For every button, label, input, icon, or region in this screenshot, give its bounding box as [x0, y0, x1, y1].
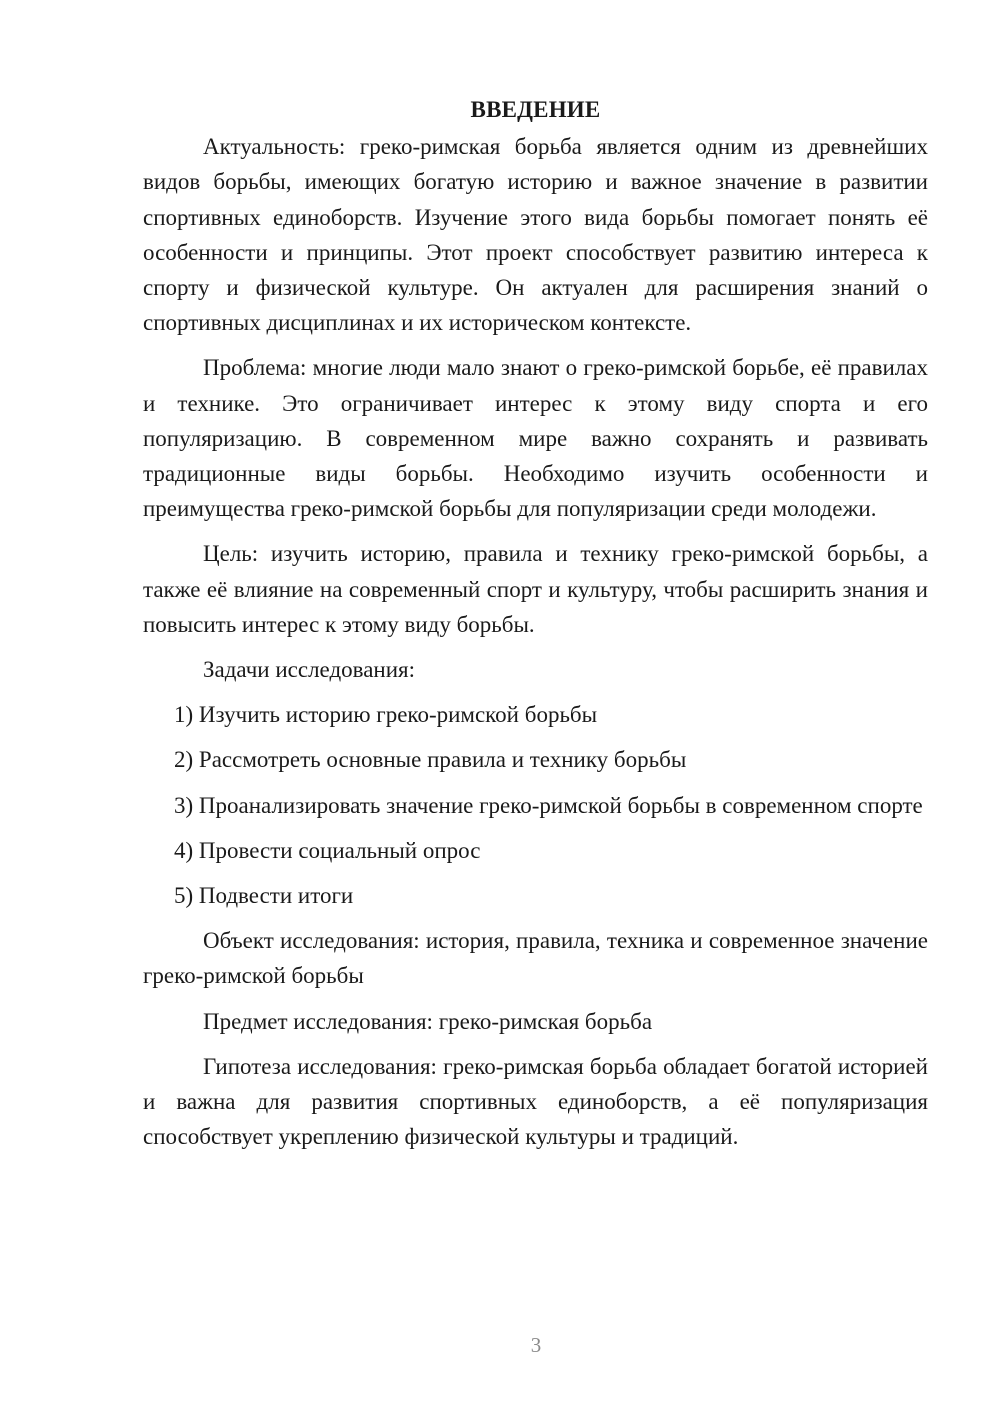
- task-item: 5) Подвести итоги: [174, 883, 354, 909]
- hypothesis-paragraph: Гипотеза исследования: греко-римская борьба обладает богатой историей и важна для развития спортивных единоборств, а её популяризация способствует укреплению физической культуры и традиций.: [143, 1053, 928, 1150]
- task-item: 2) Рассмотреть основные правила и технику борьбы: [174, 747, 687, 773]
- task-item: 3) Проанализировать значение греко-римской борьбы в современном спорте: [174, 792, 923, 818]
- page-number: 3: [530, 1333, 542, 1357]
- page-title: ВВЕДЕНИЕ: [470, 97, 601, 122]
- tasks-heading: Задачи исследования:: [203, 657, 416, 683]
- task-item: 1) Изучить историю греко-римской борьбы: [174, 702, 598, 728]
- document-page: [143, 92, 928, 1164]
- goal-paragraph: Цель: изучить историю, правила и технику греко-римской борьбы, а также её влияние на современный спорт и культуру, чтобы расширить знания и повысить интерес к этому виду борьбы.: [143, 541, 928, 637]
- subject-paragraph: Предмет исследования: греко-римская борьба: [203, 1008, 653, 1034]
- object-paragraph: Объект исследования: история, правила, техника и современное значение греко-римской борьбы: [143, 928, 928, 989]
- problem-paragraph: Проблема: многие люди мало знают о греко-римской борьбе, её правилах и технике. Это ограничивает интерес к этому виду спорта и его популяризацию. В современном мире важно сохранять и развивать традиционные виды борьбы. Необходимо изучить особенности и преимущества греко-римской борьбы для популяризации среди молодежи.: [143, 355, 928, 522]
- relevance-paragraph: Актуальность: греко-римская борьба является одним из древнейших видов борьбы, имеющих богатую историю и важное значение в развитии спортивных единоборств. Изучение этого вида борьбы помогает понять её особенности и принципы. Этот проект способствует развитию интереса к спорту и физической культуре. Он актуален для расширения знаний о спортивных дисциплинах и их историческом контексте.: [143, 134, 928, 336]
- task-item: 4) Провести социальный опрос: [174, 837, 481, 863]
